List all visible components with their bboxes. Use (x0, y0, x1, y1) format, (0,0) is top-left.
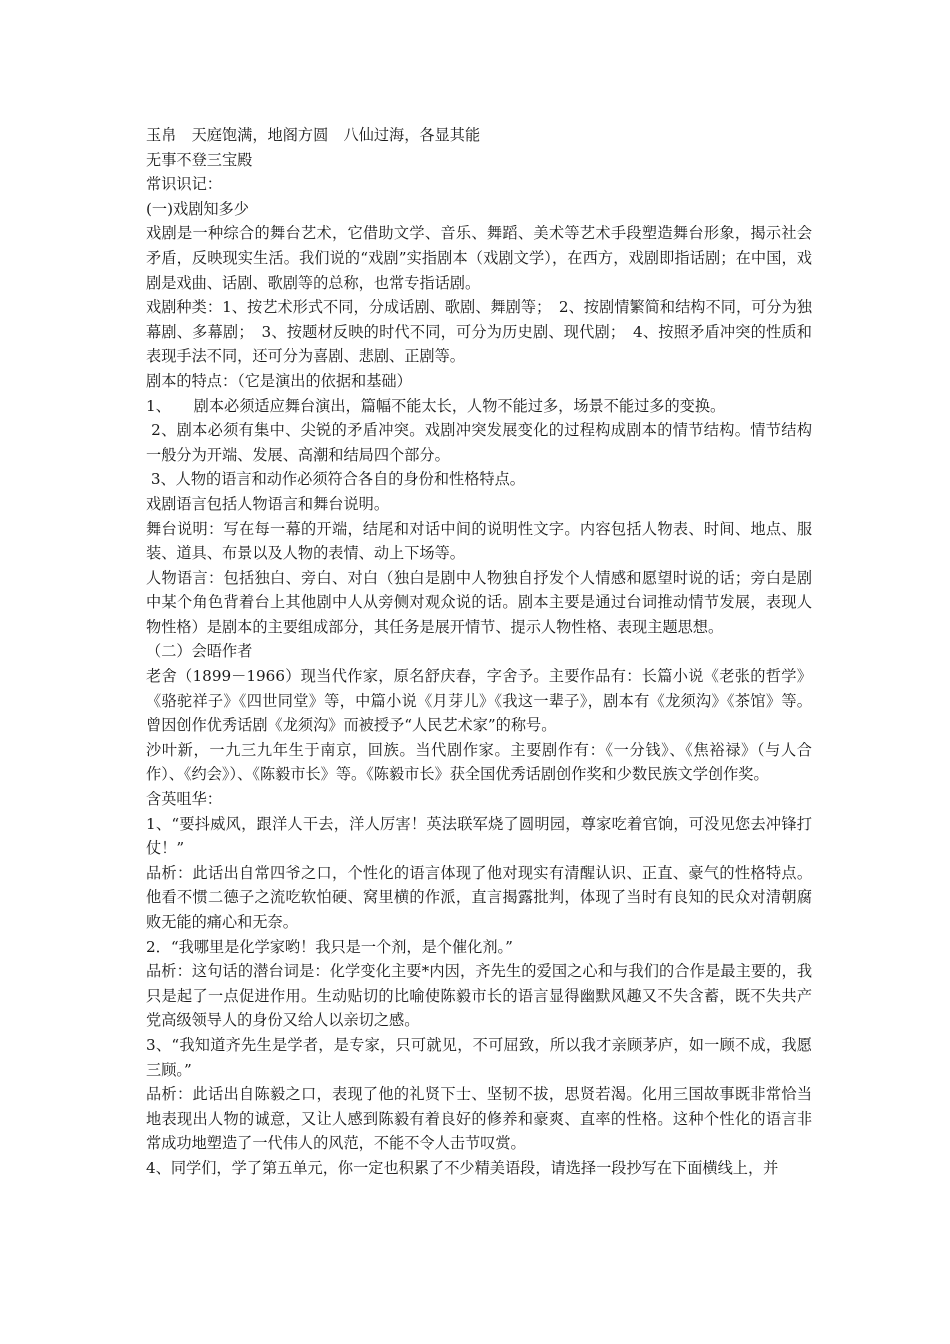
paragraph-author-laoshe: 老舍（1899－1966）现当代作家，原名舒庆春，字舍予。主要作品有：长篇小说《老张的哲学》《骆驼祥子》《四世同堂》等，中篇小说《月芽儿》《我这一辈子》，剧本有《龙须沟》《茶馆》等。曾因创作优秀话剧《龙须沟》而被授予“人民艺术家”的称号。 (146, 667, 812, 735)
exercise-4: 4、同学们，学了第五单元，你一定也积累了不少精美语段，请选择一段抄写在下面横线上，并 (146, 1158, 779, 1177)
paragraph-author-shayexin: 沙叶新，一九三九年生于南京，回族。当代剧作家。主要剧作有：《一分钱》、《焦裕禄》（与人合作）、《约会》）、《陈毅市长》等。《陈毅市长》获全国优秀话剧创作奖和少数民族文学创作奖。 (146, 740, 812, 784)
paragraph-drama-types: 戏剧种类：1、按艺术形式不同，分成话剧、歌剧、舞剧等； 2、按剧情繁简和结构不同，可分为独幕剧、多幕剧； 3、按题材反映的时代不同，可分为历史剧、现代剧； 4、按照矛盾冲突的性质和表现手法不同，还可分为喜剧、悲剧、正剧等。 (146, 298, 812, 366)
list-item-feature-2: 2、剧本必须有集中、尖锐的矛盾冲突。戏剧冲突发展变化的过程构成剧本的情节结构。情节结构一般分为开端、发展、高潮和结局四个部分。 (146, 421, 813, 464)
quote-1: 1、“要抖威风，跟洋人干去，洋人厉害！英法联军烧了圆明园，尊家吃着官饷，可没见您去冲锋打仗！” (146, 814, 812, 858)
subsection-heading-authors: （二）会晤作者 (146, 642, 253, 661)
analysis-3: 品析：此话出自陈毅之口，表现了他的礼贤下士、坚韧不拔，思贤若渴。化用三国故事既非常恰当地表现出人物的诚意，又让人感到陈毅有着良好的修养和豪爽、直率的性格。这种个性化的语言非常成功地塑造了一代伟人的风范，不能不令人击节叹赏。 (146, 1085, 812, 1153)
document-body (146, 123, 812, 1181)
analysis-1: 品析：此话出自常四爷之口，个性化的语言体现了他对现实有清醒认识、正直、豪气的性格特点。他看不惯二德子之流吃软怕硬、窝里横的作派，直言揭露批判，体现了当时有良知的民众对清朝腐败无能的痛心和无奈。 (146, 863, 812, 931)
idiom-line-2: 无事不登三宝殿 (146, 150, 253, 169)
quote-3: 3、“我知道齐先生是学者，是专家，只可就见，不可屈致，所以我才亲顾茅庐，如一顾不成，我愿三顾。” (146, 1035, 812, 1079)
analysis-2: 品析：这句话的潜台词是：化学变化主要*内因，齐先生的爱国之心和与我们的合作是最主要的，我只是起了一点促进作用。生动贴切的比喻使陈毅市长的语言显得幽默风趣又不失含蓄，既不失共产党高级领导人的身份又给人以亲切之感。 (146, 962, 812, 1030)
section-heading-knowledge: 常识识记： (146, 175, 222, 194)
heading-script-features: 剧本的特点：（它是演出的依据和基础） (146, 371, 412, 390)
section-heading-appreciation: 含英咀华： (146, 790, 222, 809)
paragraph-character-language: 人物语言：包括独白、旁白、对白（独白是剧中人物独自抒发个人情感和愿望时说的话；旁白是剧中某个角色背着台上其他剧中人从旁侧对观众说的话。剧本主要是通过台词推动情节发展，表现人物性格）是剧本的主要组成部分，其任务是展开情节、提示人物性格、表现主题思想。 (146, 568, 812, 636)
quote-2: 2．“我哪里是化学家哟！我只是一个剂，是个催化剂。” (146, 937, 513, 956)
list-item-feature-3: 3、人物的语言和动作必须符合各自的身份和性格特点。 (146, 470, 525, 489)
paragraph-drama-definition: 戏剧是一种综合的舞台艺术，它借助文学、音乐、舞蹈、美术等艺术手段塑造舞台形象，揭示社会矛盾，反映现实生活。我们说的“戏剧”实指剧本（戏剧文学），在西方，戏剧即指话剧；在中国，戏剧是戏曲、话剧、歌剧等的总称，也常专指话剧。 (146, 224, 812, 292)
subsection-heading-drama: (一)戏剧知多少 (146, 199, 249, 218)
idiom-line: 玉帛 天庭饱满，地阁方圆 八仙过海，各显其能 (146, 126, 481, 144)
paragraph-stage-directions: 舞台说明：写在每一幕的开端，结尾和对话中间的说明性文字。内容包括人物表、时间、地点、服装、道具、布景以及人物的表情、动上下场等。 (146, 519, 812, 563)
paragraph-drama-language: 戏剧语言包括人物语言和舞台说明。 (146, 494, 389, 513)
list-item-feature-1: 1、 剧本必须适应舞台演出，篇幅不能太长，人物不能过多，场景不能过多的变换。 (146, 396, 726, 415)
